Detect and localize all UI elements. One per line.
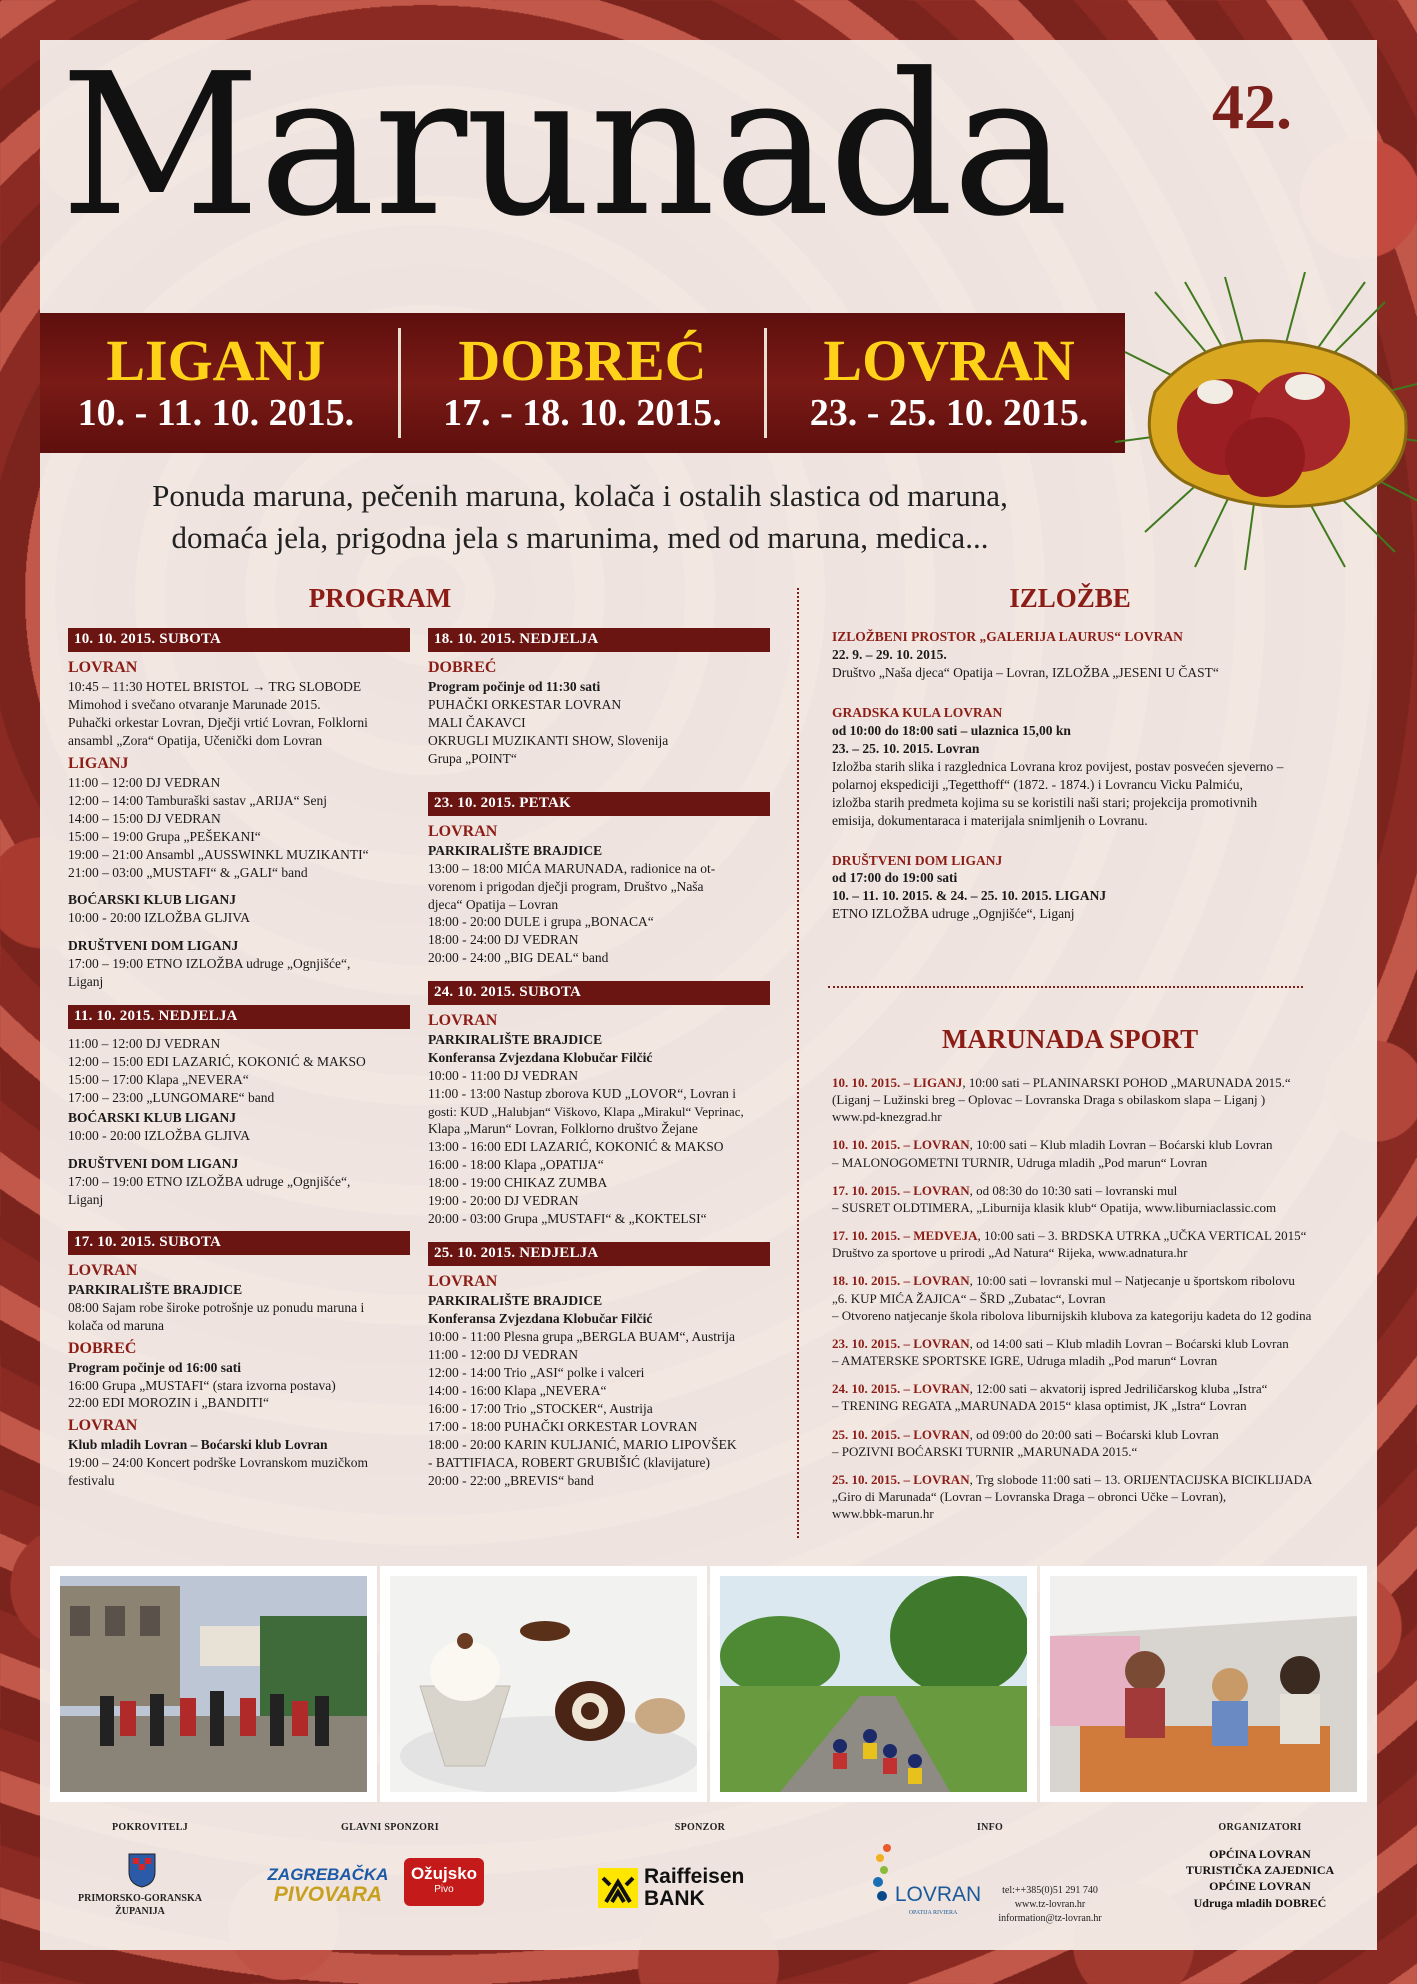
band-divider [398,328,401,438]
location-label: LOVRAN [68,658,138,676]
schedule-line: Mimohod i svečano otvaranje Marunade 2015. [68,696,321,712]
info-contacts [985,1884,1115,1926]
schedule-line: 17:00 – 19:00 ETNO IZLOŽBA udruge „Ognjišće“, [68,1173,351,1189]
schedule-line: Liganj [68,974,104,990]
glavni-sponzori-label: GLAVNI SPONZORI [341,1822,439,1833]
day-header: 24. 10. 2015. SUBOTA [428,981,770,1005]
ozujsko-logo-text: Ožujsko [410,1864,478,1883]
sport-text: – TRENING REGATA „MARUNADA 2015“ klasa optimist, JK „Istra“ Lovran [832,1398,1247,1414]
raiffeisen-logo-line: Raiffeisen [644,1865,745,1888]
exhibition-dates: 10. – 11. 10. 2015. & 24. – 25. 10. 2015. LIGANJ [832,888,1107,904]
schedule-line: 19:00 – 21:00 Ansambl „AUSSWINKL MUZIKANTI“ [68,846,369,862]
schedule-line: 22:00 EDI MOROZIN i „BANDITI“ [68,1395,269,1411]
venue-label: BOĆARSKI KLUB LIGANJ [68,1109,237,1125]
sport-date: 10. 10. 2015. – [832,1075,914,1090]
schedule-line: gosti: KUD „Halubjan“ Viškovo, Klapa „Mirakul“ Veprinac, [428,1104,744,1120]
edition-number: 42. [1212,71,1292,142]
location-label: LIGANJ [68,754,129,772]
venue-label: PARKIRALIŠTE BRAJDICE [428,1032,603,1048]
location-label: DOBREĆ [68,1339,137,1357]
zagrebacka-pivovara-logo [258,1866,398,1906]
intro-text [60,475,1100,559]
sport-text: – POZIVNI BOĆARSKI TURNIR „MARUNADA 2015.“ [832,1443,1138,1459]
exhibition-text: ETNO IZLOŽBA udruge „Ognjišće“, Liganj [832,906,1075,922]
sport-date: 10. 10. 2015. – [832,1137,914,1153]
exhibition-hours: od 17:00 do 19:00 sati [832,870,958,886]
schedule-line: Grupa „POINT“ [428,750,517,766]
location-dobrec [412,327,752,436]
chestnut-illustration [1115,272,1417,572]
sport-text: – MALONOGOMETNI TURNIR, Udruga mladih „Pod marun“ Lovran [832,1154,1208,1170]
organizer-name: OPĆINA LOVRAN [1209,1847,1311,1861]
photo-cyclists [710,1566,1037,1802]
sponzor-label: SPONZOR [674,1822,726,1833]
sport-text: , Trg slobode 11:00 sati – 13. ORIJENTACIJSKA BICIKLIJADA [969,1471,1313,1487]
location-label: LOVRAN [428,1012,498,1030]
exhibition-item [832,852,1322,924]
sport-text: – AMATERSKE SPORTSKE IGRE, Udruga mladih „Pod marun“ Lovran [832,1353,1218,1369]
day-header: 23. 10. 2015. PETAK [428,792,770,816]
intro-line: domaća jela, prigodna jela s marunima, med od maruna, medica... [171,519,989,555]
schedule-line: 16:00 Grupa „MUSTAFI“ (stara izvorna postava) [68,1377,336,1393]
location-lovran [779,327,1119,436]
exhibition-dates: 22. 9. – 29. 10. 2015. [832,646,947,662]
schedule-line: 15:00 – 19:00 Grupa „PEŠEKANI“ [68,828,261,844]
photo-image [60,1576,367,1792]
sport-date: 17. 10. 2015. – [832,1228,914,1244]
schedule-line: 21:00 – 03:00 „MUSTAFI“ & „GALI“ band [68,864,308,880]
schedule-line: vorenom i prigodan dječji program, Društvo „Naša [428,878,704,894]
raiffeisen-logo [644,1866,784,1910]
sport-text: „6. KUP MIĆA ŽAJICA“ – ŠRD „Zubatac“, Lovran [832,1290,1106,1306]
program-column-2 [428,628,770,1503]
exhibition-text: Društvo „Naša djeca“ Opatija – Lovran, IZLOŽBA „JESENI U ČAST“ [832,664,1219,680]
county-coat-of-arms-icon [127,1852,157,1888]
sport-date: 25. 10. 2015. – [832,1471,914,1487]
lovran-logo-text: LOVRAN [894,1883,982,1906]
venue-label: Program počinje od 16:00 sati [68,1359,241,1375]
exhibition-dates: 23. – 25. 10. 2015. Lovran [832,740,980,756]
schedule-line: 12:00 – 14:00 Tamburaški sastav „ARIJA“ Senj [68,792,328,808]
exhibition-text: polarnoj ekspediciji „Tegetthoff“ (1872. - 1874.) i Lovrancu Vicku Palmiću, [832,776,1243,792]
venue-label: DRUŠTVENI DOM LIGANJ [68,1155,239,1171]
location-name: LIGANJ [106,327,326,393]
sport-item [832,1272,1322,1323]
sport-text: , 10:00 sati – Klub mladih Lovran – Boćarski klub Lovran [969,1137,1273,1153]
location-label: DOBREĆ [428,658,497,676]
info-email[interactable]: information@tz-lovran.hr [998,1913,1102,1924]
sport-date: 25. 10. 2015. – [832,1426,914,1442]
exhibition-text: emisija, dokumentaraca i materijala snimljenih o Lovranu. [832,812,1148,828]
schedule-line: djeca“ Opatija – Lovran [428,896,559,912]
sport-item [832,1136,1322,1170]
exhibition-item [832,628,1322,682]
izlozbe-column [832,628,1322,939]
venue-label: PARKIRALIŠTE BRAJDICE [428,842,603,858]
schedule-line: 10:00 - 20:00 IZLOŽBA GLJIVA [68,1127,250,1143]
program-column-1 [68,628,410,1504]
day-header: 11. 10. 2015. NEDJELJA [68,1005,410,1029]
sport-place: LOVRAN [913,1471,970,1487]
photo-image [390,1576,697,1792]
sport-text: Društvo za sportove u prirodi „Ad Natura“ Rijeka, www.adnatura.hr [832,1245,1188,1261]
sport-date: 24. 10. 2015. – [832,1381,914,1397]
sport-place: LIGANJ [913,1075,963,1090]
schedule-line: Puhački orkestar Lovran, Dječji vrtić Lovran, Folklorni [68,714,368,730]
sport-text: , od 08:30 do 10:30 sati – lovranski mul [969,1182,1178,1198]
column-divider [797,588,799,1538]
program-heading: PROGRAM [308,583,452,613]
schedule-line: kolača od maruna [68,1317,164,1333]
location-liganj [46,327,386,436]
sport-link[interactable]: www.bbk-marun.hr [832,1506,934,1522]
day-block [68,1005,410,1209]
locations-band [40,313,1125,453]
schedule-line: 12:00 – 15:00 EDI LAZARIĆ, KOKONIĆ & MAKSO [68,1054,366,1070]
venue-label: Konferansa Zvjezdana Klobučar Filčić [428,1310,653,1326]
schedule-line: ansambl „Zora“ Opatija, Učenički dom Lovran [68,732,323,748]
schedule-line: MALI ČAKAVCI [428,714,526,730]
day-header: 25. 10. 2015. NEDJELJA [428,1242,770,1266]
exhibition-title: IZLOŽBENI PROSTOR „GALERIJA LAURUS“ LOVRAN [832,629,1183,644]
photo-image [1050,1576,1357,1792]
schedule-line: 15:00 – 17:00 Klapa „NEVERA“ [68,1072,249,1088]
venue-label: Klub mladih Lovran – Boćarski klub Lovran [68,1437,328,1453]
raiffeisen-logo-line: BANK [644,1887,705,1911]
exhibition-item [832,704,1322,830]
schedule-line: OKRUGLI MUZIKANTI SHOW, Slovenija [428,732,669,748]
location-dates: 23. - 25. 10. 2015. [809,391,1089,434]
ozujsko-logo-sub: Pivo [434,1884,454,1896]
location-dates: 10. - 11. 10. 2015. [77,391,355,434]
day-block [68,1231,410,1491]
schedule-line: 16:00 - 18:00 Klapa „OPATIJA“ [428,1157,604,1173]
sport-item [832,1182,1322,1216]
photo-folk-dancers [50,1566,377,1802]
pokrovitelj-name [60,1893,220,1918]
zagrebacka-logo-line: PIVOVARA [273,1882,383,1906]
sport-place: LOVRAN [913,1273,970,1289]
schedule-line: 11:00 – 12:00 DJ VEDRAN [68,1036,221,1052]
exhibition-title: DRUŠTVENI DOM LIGANJ [832,852,1003,868]
schedule-line: Klapa „Marun“ Lovran, Folklorno društvo Žejane [428,1121,698,1137]
raiffeisen-gable-icon [598,1868,638,1908]
sport-place: LOVRAN [913,1182,970,1198]
sport-item [832,1074,1322,1125]
schedule-line: 13:00 - 16:00 EDI LAZARIĆ, KOKONIĆ & MAKSO [428,1139,724,1155]
schedule-line: - BATTIFIACA, ROBERT GRUBIŠIĆ (klavijature) [428,1454,711,1470]
sport-item [832,1380,1322,1414]
schedule-line: 20:00 - 22:00 „BREVIS“ band [428,1472,594,1488]
sport-text: – Otvoreno natjecanje škola ribolova liburnijskih klubova za kategoriju kadeta do 12 godina [832,1307,1312,1323]
location-label: LOVRAN [428,822,498,840]
sport-item [832,1335,1322,1369]
page-title: Marunada [60,32,1067,260]
band-divider [764,328,767,438]
schedule-line: 19:00 - 20:00 DJ VEDRAN [428,1193,579,1209]
schedule-line: 17:00 – 23:00 „LUNGOMARE“ band [68,1090,275,1106]
schedule-line: 08:00 Sajam robe široke potrošnje uz ponudu maruna i [68,1299,365,1315]
sport-text: , 10:00 sati – 3. BRDSKA UTRKA „UČKA VERTICAL 2015“ [977,1228,1307,1244]
venue-label: PARKIRALIŠTE BRAJDICE [428,1293,603,1308]
venue-label: BOĆARSKI KLUB LIGANJ [68,892,237,908]
day-header: 18. 10. 2015. NEDJELJA [428,628,770,652]
sport-text: , 10:00 sati – lovranski mul – Natjecanje u športskom ribolovu [969,1273,1295,1289]
day-header: 10. 10. 2015. SUBOTA [68,628,410,652]
sport-place: LOVRAN [913,1426,970,1442]
schedule-line: 17:00 – 19:00 ETNO IZLOŽBA udruge „Ognjišće“, [68,956,351,972]
schedule-line: Liganj [68,1191,104,1207]
location-label: LOVRAN [428,1273,498,1290]
location-label: LOVRAN [68,1261,138,1279]
pokrovitelj-line: ŽUPANIJA [115,1905,165,1917]
sport-place: LOVRAN [913,1335,970,1351]
sport-link[interactable]: www.pd-knezgrad.hr [832,1109,942,1125]
organizer-name: TURISTIČKA ZAJEDNICA [1185,1863,1335,1878]
info-website[interactable]: www.tz-lovran.hr [1014,1899,1086,1910]
sport-text: , 10:00 sati – PLANINARSKI POHOD „MARUNADA 2015.“ [962,1075,1291,1090]
ozujsko-logo [404,1858,484,1906]
schedule-line: 14:00 – 15:00 DJ VEDRAN [68,810,221,826]
photo-chestnut-desserts [380,1566,707,1802]
sport-place: MEDVEJA [913,1228,978,1244]
section-divider [828,986,1303,988]
organizer-name: OPĆINE LOVRAN [1209,1879,1311,1894]
info-phone: tel:++385(0)51 291 740 [1002,1885,1098,1896]
day-block [428,981,770,1228]
day-block [68,628,410,991]
sport-text: , od 14:00 sati – Klub mladih Lovran – Boćarski klub Lovran [969,1335,1289,1351]
schedule-line: 10:00 - 20:00 IZLOŽBA GLJIVA [68,910,250,926]
location-dates: 17. - 18. 10. 2015. [443,391,722,434]
pokrovitelj-label: POKROVITELJ [111,1822,189,1833]
schedule-line: 18:00 - 19:00 CHIKAZ ZUMBA [428,1175,608,1191]
sport-text: , od 09:00 do 20:00 sati – Boćarski klub Lovran [969,1426,1219,1442]
exhibition-title: GRADSKA KULA LOVRAN [832,704,1003,720]
day-block [428,1242,770,1489]
location-name: LOVRAN [823,327,1075,393]
day-block [428,628,770,768]
venue-label: PARKIRALIŠTE BRAJDICE [68,1281,243,1297]
exhibition-hours: od 10:00 do 18:00 sati – ulaznica 15,00 kn [832,722,1071,738]
exhibition-text: Izložba starih slika i razglednica Lovrana kroz povijest, postav posvećen sjeverno – [832,758,1284,774]
sport-item [832,1471,1322,1522]
venue-label: DRUŠTVENI DOM LIGANJ [68,938,239,954]
sport-place: LOVRAN [913,1381,970,1397]
lovran-logo-sub: OPATIJA RIVIERA [908,1910,958,1916]
zagrebacka-logo-line: ZAGREBAČKA [267,1865,389,1884]
schedule-line: 10:45 – 11:30 HOTEL BRISTOL → TRG SLOBODE [68,678,362,694]
pokrovitelj-line: PRIMORSKO-GORANSKA [78,1893,202,1904]
schedule-line: 13:00 – 18:00 MIĆA MARUNADA, radionice na ot- [428,860,716,876]
info-label: INFO [976,1822,1004,1833]
day-header: 17. 10. 2015. SUBOTA [68,1231,410,1255]
schedule-line: 11:00 – 12:00 DJ VEDRAN [68,774,221,790]
location-name: DOBREĆ [458,327,707,393]
sport-date: 18. 10. 2015. – [832,1273,914,1289]
schedule-line: 12:00 - 14:00 Trio „ASI“ polke i valceri [428,1364,645,1380]
schedule-line: 14:00 - 16:00 Klapa „NEVERA“ [428,1382,607,1398]
sport-place: LOVRAN [913,1137,970,1153]
schedule-line: 10:00 - 11:00 Plesna grupa „BERGLA BUAM“, Austrija [428,1328,735,1344]
sport-text: , 12:00 sati – akvatorij ispred Jedriličarskog kluba „Istra“ [969,1381,1268,1397]
schedule-line: festivalu [68,1473,115,1489]
schedule-line: 18:00 - 20:00 DULE i grupa „BONACA“ [428,914,654,930]
venue-label: Program počinje od 11:30 sati [428,678,601,694]
venue-label: Konferansa Zvjezdana Klobučar Filčić [428,1050,653,1066]
sport-item [832,1426,1322,1460]
exhibition-text: izložba starih predmeta kojima su se koristili naši stari; projekcija promotivnih [832,794,1258,810]
photo-craft-workshop [1040,1566,1367,1802]
schedule-line: 18:00 - 20:00 KARIN KULJANIĆ, MARIO LIPOVŠEK [428,1436,737,1452]
sport-text: – SUSRET OLDTIMERA, „Liburnija klasik klub“ Opatija, www.liburniaclassic.com [832,1199,1277,1215]
organizers-list [1160,1846,1360,1911]
day-block [428,792,770,968]
location-label: LOVRAN [68,1417,138,1435]
schedule-line: 17:00 - 18:00 PUHAČKI ORKESTAR LOVRAN [428,1418,698,1434]
organizatori-label: ORGANIZATORI [1218,1822,1302,1833]
schedule-line: PUHAČKI ORKESTAR LOVRAN [428,696,622,712]
sport-text: „Giro di Marunada“ (Lovran – Lovranska Draga – obronci Učke – Lovran), [832,1488,1227,1504]
schedule-line: 11:00 - 13:00 Nastup zborova KUD „LOVOR“, Lovran i [428,1086,737,1102]
sport-text: (Liganj – Lužinski breg – Oplovac – Lovranska Draga s obilaskom slapa – Liganj ) [832,1092,1266,1108]
sport-item [832,1227,1322,1261]
sport-heading: MARUNADA SPORT [941,1024,1199,1054]
izlozbe-heading: IZLOŽBE [1009,583,1131,613]
sport-date: 17. 10. 2015. – [832,1182,914,1198]
schedule-line: 10:00 - 11:00 DJ VEDRAN [428,1068,579,1084]
intro-line: Ponuda maruna, pečenih maruna, kolača i ostalih slastica od maruna, [152,478,1008,513]
schedule-line: 20:00 - 03:00 Grupa „MUSTAFI“ & „KOKTELSI“ [428,1211,707,1227]
photo-image [720,1576,1027,1792]
sport-column [832,1074,1322,1533]
sport-date: 23. 10. 2015. – [832,1335,914,1351]
schedule-line: 16:00 - 17:00 Trio „STOCKER“, Austrija [428,1400,653,1416]
schedule-line: 20:00 - 24:00 „BIG DEAL“ band [428,950,609,966]
schedule-line: 11:00 - 12:00 DJ VEDRAN [428,1346,579,1362]
schedule-line: 18:00 - 24:00 DJ VEDRAN [428,932,579,948]
organizer-name: Udruga mladih DOBREĆ [1193,1895,1327,1910]
schedule-line: 19:00 – 24:00 Koncert podrške Lovranskom muzičkom [68,1455,368,1471]
